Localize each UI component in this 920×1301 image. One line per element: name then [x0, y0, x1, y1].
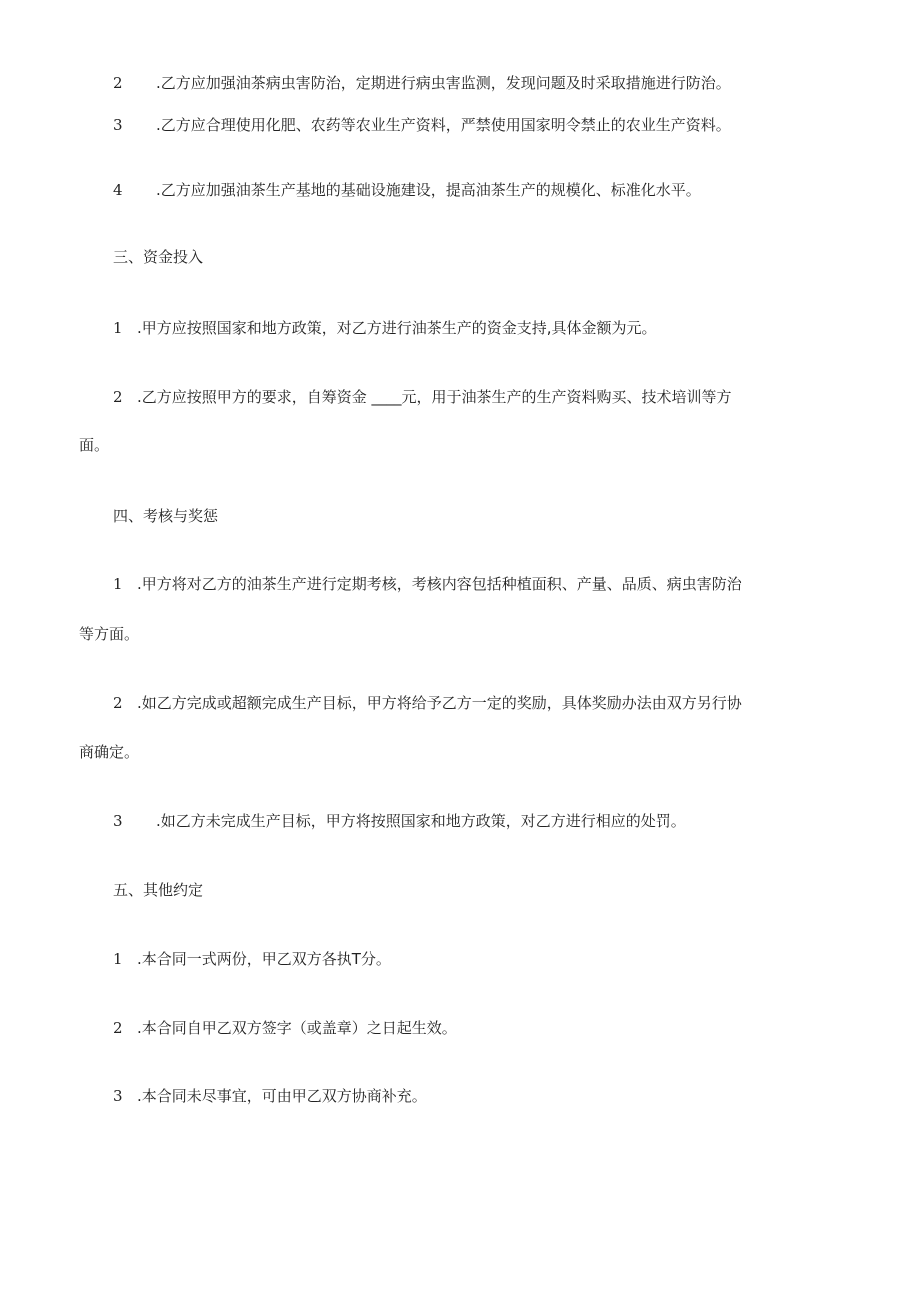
clause-text: .乙方应加强油茶病虫害防治，定期进行病虫害监测，发现问题及时采取措施进行防治。 — [156, 74, 731, 92]
item-number: 2 — [113, 1019, 123, 1037]
clause-text: .如乙方未完成生产目标，甲方将按照国家和地方政策，对乙方进行相应的处罚。 — [156, 812, 686, 830]
clause-text-continuation: 等方面。 — [79, 625, 140, 643]
clause-text: .本合同一式两份，甲乙双方各执T分。 — [137, 950, 391, 968]
clause-text: .乙方应按照甲方的要求，自筹资金 ____元，用于油茶生产的生产资料购买、技术培训等方 — [137, 388, 732, 406]
clause-text: .甲方应按照国家和地方政策，对乙方进行油茶生产的资金支持,具体金额为元。 — [137, 319, 657, 337]
clause-text: .甲方将对乙方的油茶生产进行定期考核，考核内容包括种植面积、产量、品质、病虫害防治 — [137, 575, 742, 593]
clause-text: .乙方应加强油茶生产基地的基础设施建设，提高油茶生产的规模化、标准化水平。 — [156, 181, 701, 199]
item-number: 3 — [113, 116, 123, 134]
item-number: 2 — [113, 388, 123, 406]
clause-text-continuation: 面。 — [79, 436, 110, 454]
section-heading: 五、其他约定 — [113, 881, 204, 899]
item-number: 4 — [113, 181, 123, 199]
clause-text: .如乙方完成或超额完成生产目标，甲方将给予乙方一定的奖励，具体奖励办法由双方另行协 — [137, 694, 742, 712]
section-heading: 四、考核与奖惩 — [113, 507, 219, 525]
item-number: 1 — [113, 575, 123, 593]
clause-text: .本合同未尽事宜，可由甲乙双方协商补充。 — [137, 1087, 427, 1105]
item-number: 2 — [113, 694, 123, 712]
item-number: 3 — [113, 1087, 123, 1105]
section-heading: 三、资金投入 — [113, 248, 204, 266]
item-number: 1 — [113, 319, 123, 337]
clause-text-continuation: 商确定。 — [79, 743, 140, 761]
clause-text: .乙方应合理使用化肥、农药等农业生产资料，严禁使用国家明令禁止的农业生产资料。 — [156, 116, 731, 134]
clause-text: .本合同自甲乙双方签字（或盖章）之日起生效。 — [137, 1019, 457, 1037]
item-number: 3 — [113, 812, 123, 830]
item-number: 1 — [113, 950, 123, 968]
item-number: 2 — [113, 74, 123, 92]
